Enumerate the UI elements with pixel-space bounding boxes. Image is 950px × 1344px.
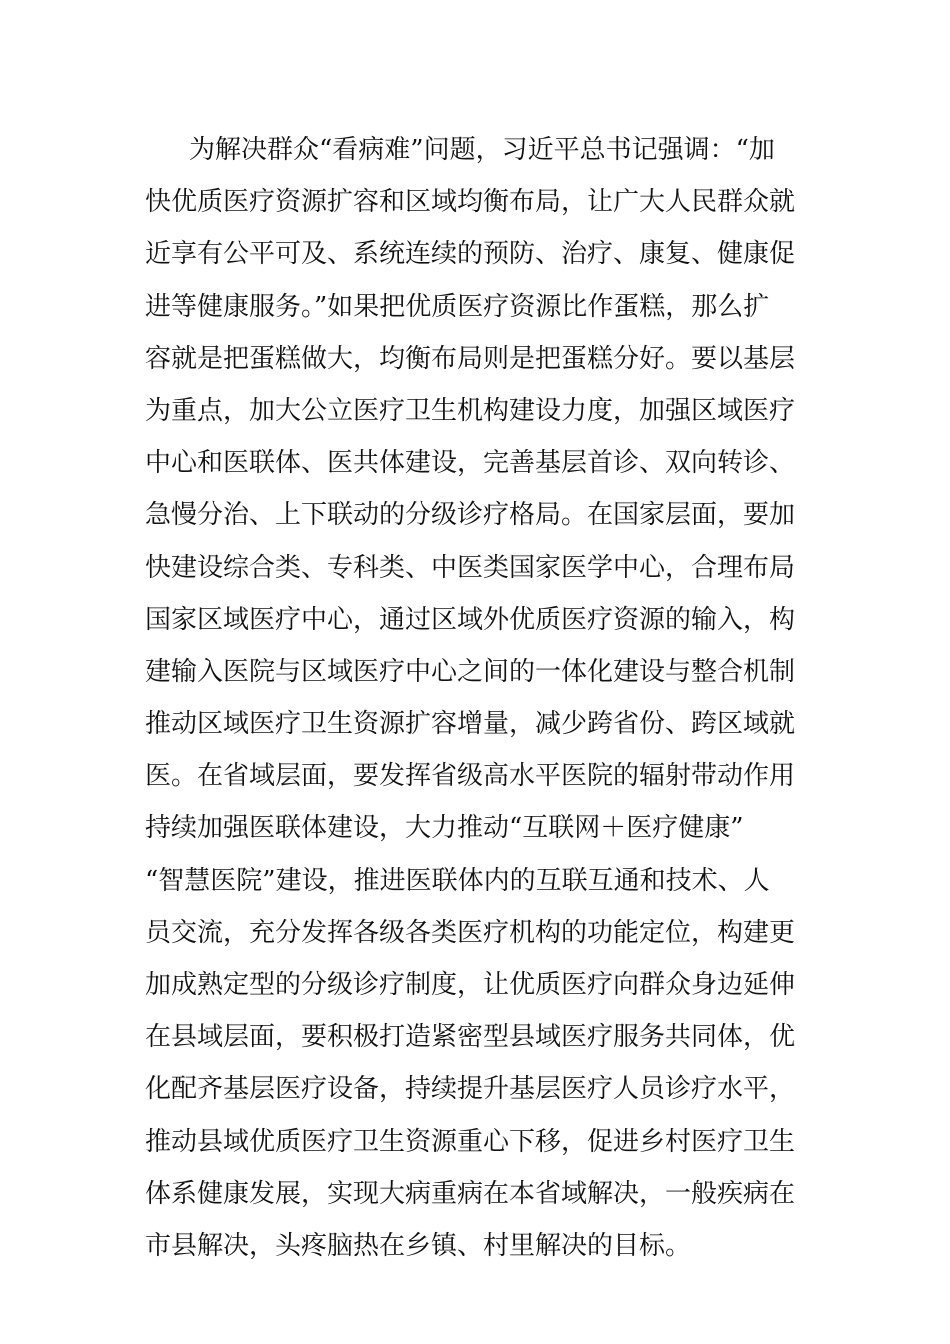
paragraph-line: 持续加强医联体建设，大力推动“互联网＋医疗健康” [145,813,744,844]
paragraph-line: 快建设综合类、专科类、中医类国家医学中心，合理布局 [145,552,796,583]
paragraph-line: 推动县域优质医疗卫生资源重心下移，促进乡村医疗卫生 [145,1126,796,1157]
paragraph-line: 推动区域医疗卫生资源扩容增量，减少跨省份、跨区域就 [145,709,796,740]
paragraph-line: 为重点，加大公立医疗卫生机构建设力度，加强区域医疗 [145,395,796,426]
body-paragraph [145,124,810,1272]
paragraph-line: 加成熟定型的分级诊疗制度，让优质医疗向群众身边延伸 [145,970,796,1000]
paragraph-line: “智慧医院”建设，推进医联体内的互联互通和技术、人 [145,865,770,896]
paragraph-line: 化配齐基层医疗设备，持续提升基层医疗人员诊疗水平， [145,1074,796,1105]
paragraph-line: 在县域层面，要积极打造紧密型县域医疗服务共同体，优 [145,1022,796,1053]
paragraph-line: 为解决群众“看病难”问题，习近平总书记强调：“加 [189,135,775,165]
paragraph-line: 中心和医联体、医共体建设，完善基层首诊、双向转诊、 [145,448,796,479]
paragraph-line: 员交流，充分发挥各级各类医疗机构的功能定位，构建更 [145,917,796,948]
paragraph-line: 医。在省域层面，要发挥省级高水平医院的辐射带动作用 [145,761,796,792]
paragraph-line: 快优质医疗资源扩容和区域均衡布局，让广大人民群众就 [145,187,796,218]
paragraph-line: 市县解决，头疼脑热在乡镇、村里解决的目标。 [145,1230,692,1261]
paragraph-line: 建输入医院与区域医疗中心之间的一体化建设与整合机制 [145,656,796,687]
paragraph-line: 体系健康发展，实现大病重病在本省域解决，一般疾病在 [145,1178,796,1209]
paragraph-line: 容就是把蛋糕做大，均衡布局则是把蛋糕分好。要以基层 [145,343,796,374]
paragraph-line: 国家区域医疗中心，通过区域外优质医疗资源的输入，构 [145,604,796,635]
paragraph-line: 进等健康服务。”如果把优质医疗资源比作蛋糕，那么扩 [145,291,770,322]
paragraph-line: 急慢分治、上下联动的分级诊疗格局。在国家层面，要加 [145,500,796,531]
paragraph-line: 近享有公平可及、系统连续的预防、治疗、康复、健康促 [145,239,796,270]
